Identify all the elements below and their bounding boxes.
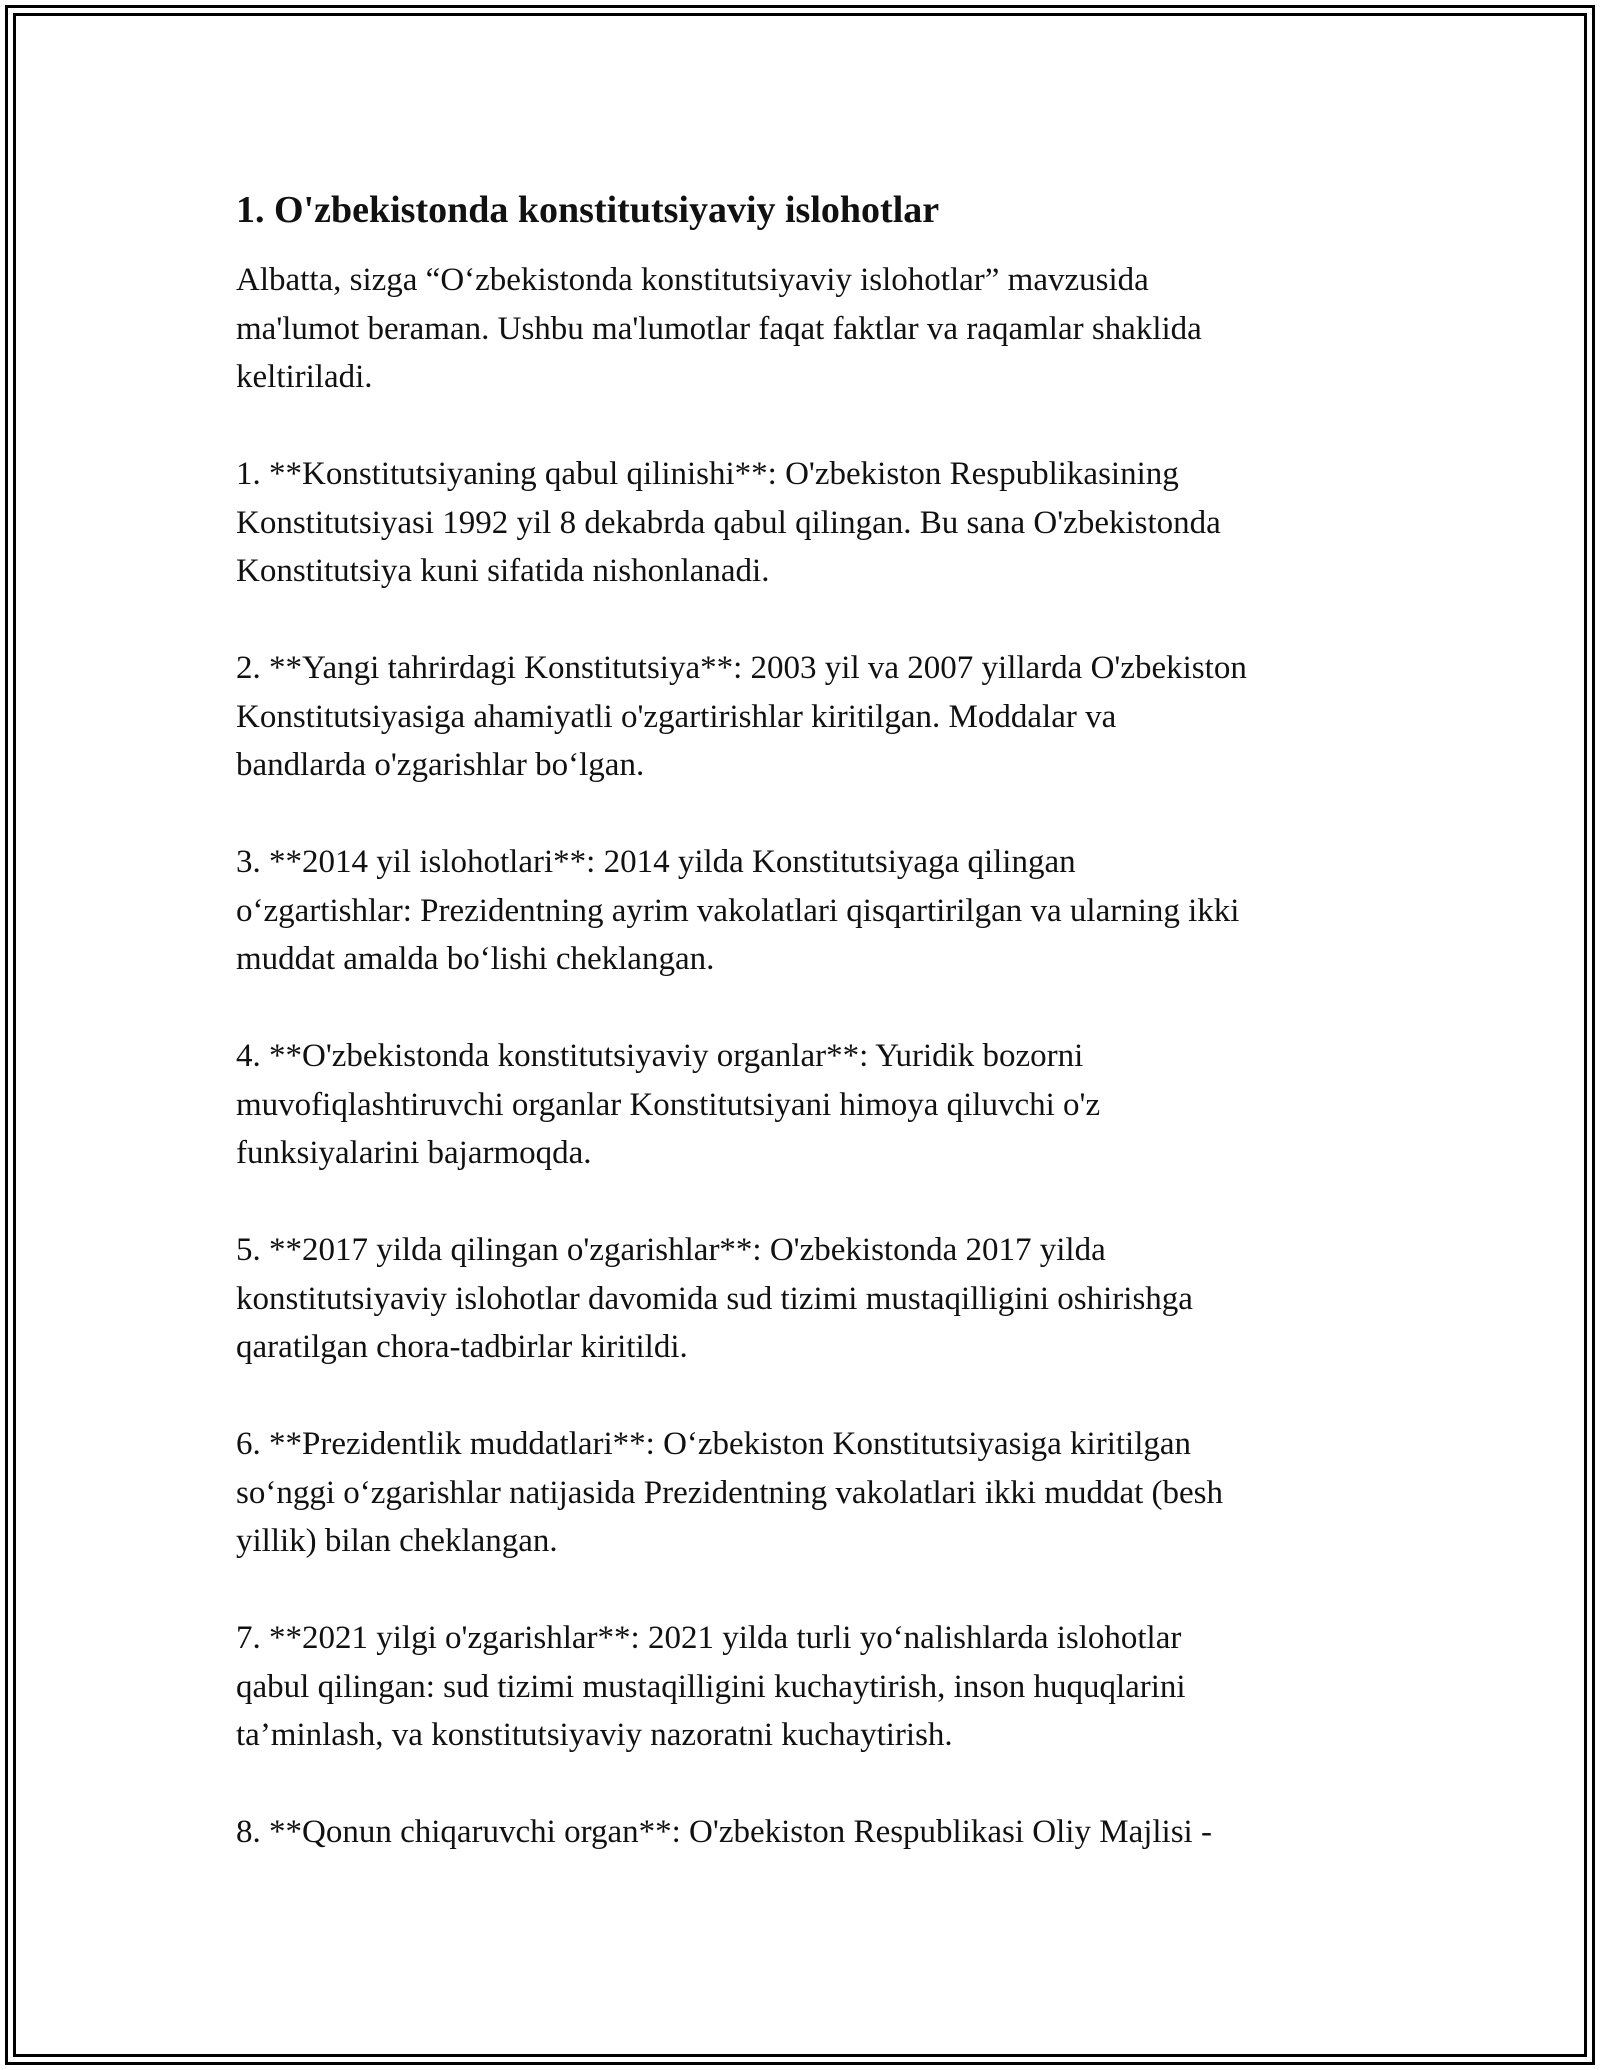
text-line: 4. **O'zbekistonda konstitutsiyaviy organlar**: Yuridik bozorni bbox=[236, 1038, 1084, 1074]
text-line: Konstitutsiyasi 1992 yil 8 dekabrda qabul qilingan. Bu sana O'zbekistonda bbox=[236, 504, 1221, 541]
text-line: muvofiqlashtiruvchi organlar Konstitutsiyani himoya qiluvchi o'z bbox=[236, 1086, 1101, 1123]
text-line: bandlarda o'zgarishlar bo‘lgan. bbox=[236, 747, 645, 783]
document-title: 1. O'zbekistonda konstitutsiyaviy islohotlar bbox=[236, 189, 940, 231]
text-line: muddat amalda bo‘lishi cheklangan. bbox=[236, 941, 715, 977]
text-line: so‘nggi o‘zgarishlar natijasida Prezidentning vakolatlari ikki muddat (besh bbox=[236, 1474, 1223, 1511]
text-line: qaratilgan chora-tadbirlar kiritildi. bbox=[236, 1329, 688, 1365]
text-line: 5. **2017 yilda qilingan o'zgarishlar**: O'zbekistonda 2017 yilda bbox=[236, 1232, 1106, 1268]
text-line: Konstitutsiya kuni sifatida nishonlanadi. bbox=[236, 553, 770, 589]
list-item-paragraph bbox=[236, 1226, 1396, 1372]
text-line: 1. **Konstitutsiyaning qabul qilinishi**: O'zbekiston Respublikasining bbox=[236, 456, 1179, 492]
text-line: 8. **Qonun chiqaruvchi organ**: O'zbekiston Respublikasi Oliy Majlisi - bbox=[236, 1814, 1212, 1850]
list-item-paragraph bbox=[236, 1614, 1396, 1760]
list-item-paragraph bbox=[236, 644, 1396, 790]
paragraph-list bbox=[236, 256, 1396, 1857]
text-line: konstitutsiyaviy islohotlar davomida sud tizimi mustaqilligini oshirishga bbox=[236, 1280, 1193, 1317]
text-line: 7. **2021 yilgi o'zgarishlar**: 2021 yilda turli yo‘nalishlarda islohotlar bbox=[236, 1620, 1182, 1656]
list-item-paragraph bbox=[236, 1032, 1396, 1178]
list-item-paragraph bbox=[236, 1808, 1396, 1857]
list-item-paragraph bbox=[236, 1420, 1396, 1566]
text-line: funksiyalarini bajarmoqda. bbox=[236, 1135, 592, 1171]
text-line: o‘zgartishlar: Prezidentning ayrim vakolatlari qisqartirilgan va ularning ikki bbox=[236, 892, 1240, 929]
text-line: ta’minlash, va konstitutsiyaviy nazoratni kuchaytirish. bbox=[236, 1717, 953, 1753]
list-item-paragraph bbox=[236, 838, 1396, 984]
text-line: ma'lumot beraman. Ushbu ma'lumotlar faqat faktlar va raqamlar shaklida bbox=[236, 310, 1202, 347]
text-line: Konstitutsiyasiga ahamiyatli o'zgartirishlar kiritilgan. Moddalar va bbox=[236, 698, 1117, 735]
text-line: Albatta, sizga “O‘zbekistonda konstitutsiyaviy islohotlar” mavzusida bbox=[236, 262, 1149, 298]
text-line: 2. **Yangi tahrirdagi Konstitutsiya**: 2003 yil va 2007 yillarda O'zbekiston bbox=[236, 650, 1247, 686]
list-item-paragraph bbox=[236, 450, 1396, 596]
text-line: 6. **Prezidentlik muddatlari**: O‘zbekiston Konstitutsiyasiga kiritilgan bbox=[236, 1426, 1192, 1462]
document-body bbox=[236, 186, 1396, 1905]
text-line: keltiriladi. bbox=[236, 359, 373, 395]
intro-paragraph bbox=[236, 256, 1396, 402]
text-line: yillik) bilan cheklangan. bbox=[236, 1523, 558, 1559]
text-line: qabul qilingan: sud tizimi mustaqilligini kuchaytirish, inson huquqlarini bbox=[236, 1668, 1186, 1705]
text-line: 3. **2014 yil islohotlari**: 2014 yilda Konstitutsiyaga qilingan bbox=[236, 844, 1076, 880]
